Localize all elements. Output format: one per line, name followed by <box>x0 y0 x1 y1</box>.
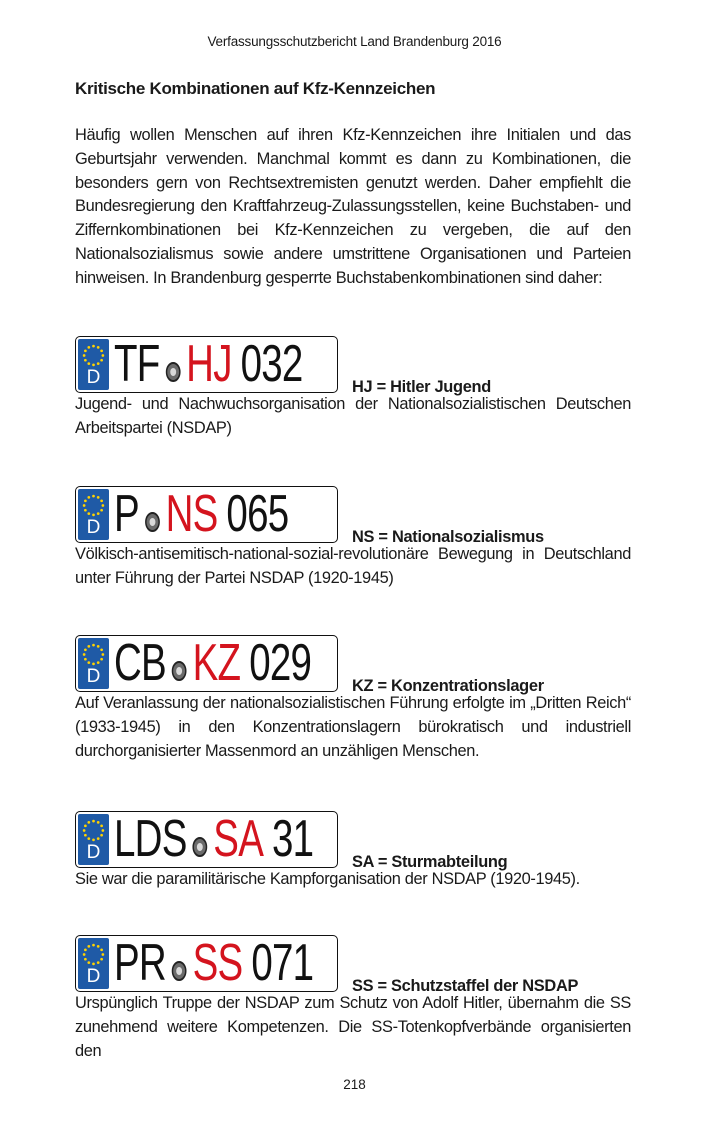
plate-digits: 071 <box>251 935 314 992</box>
section-title: Kritische Kombinationen auf Kfz-Kennzeichen <box>75 79 436 98</box>
eu-star <box>83 354 86 357</box>
eu-star <box>97 362 100 365</box>
eu-star <box>102 653 105 656</box>
country-code: D <box>86 367 101 388</box>
registration-seal-icon <box>193 837 208 857</box>
eu-star <box>92 644 95 647</box>
eu-star <box>100 349 103 352</box>
eu-star <box>92 364 95 367</box>
eu-star <box>100 658 103 661</box>
plate-letters: HJ <box>186 336 232 393</box>
eu-stars-icon <box>81 818 106 843</box>
eu-star <box>83 953 86 956</box>
eu-star <box>97 496 100 499</box>
plate-district: TF <box>114 336 160 393</box>
eu-star <box>84 658 87 661</box>
eu-star <box>100 359 103 362</box>
eu-star <box>92 963 95 966</box>
eu-star <box>102 953 105 956</box>
registration-seal-icon <box>172 661 187 681</box>
plate-digits: 31 <box>272 811 314 868</box>
eu-star <box>92 514 95 517</box>
plate-district: LDS <box>114 811 187 868</box>
license-plate <box>75 336 338 393</box>
eu-star <box>84 349 87 352</box>
eu-star <box>102 829 105 832</box>
eu-star <box>87 346 90 349</box>
eu-star <box>100 499 103 502</box>
eu-star <box>87 821 90 824</box>
eu-star <box>84 834 87 837</box>
page-number: 218 <box>343 1077 366 1092</box>
eu-star <box>87 661 90 664</box>
eu-stars-icon <box>81 642 106 667</box>
running-head: Verfassungsschutzbericht Land Brandenburg 2016 <box>207 34 502 49</box>
eu-star <box>87 512 90 515</box>
plate-meaning: NS = Nationalsozialismus <box>352 528 544 546</box>
country-code: D <box>86 517 101 538</box>
eu-star <box>83 653 86 656</box>
license-plate <box>75 811 338 868</box>
plate-entry-sa <box>75 811 631 892</box>
plate-entry-hj <box>75 336 631 441</box>
license-plate <box>75 935 338 992</box>
eu-star <box>100 834 103 837</box>
eu-star <box>102 354 105 357</box>
eu-star <box>87 362 90 365</box>
eu-star <box>83 504 86 507</box>
eu-star <box>92 839 95 842</box>
eu-band <box>78 638 109 689</box>
eu-stars-icon <box>81 343 106 368</box>
eu-star <box>87 496 90 499</box>
eu-star <box>84 948 87 951</box>
plate-meaning: SA = Sturmabteilung <box>352 853 508 871</box>
eu-star <box>84 359 87 362</box>
plate-entry-kz <box>75 635 631 763</box>
plate-entry-ns <box>75 486 631 591</box>
eu-star <box>92 345 95 348</box>
eu-star <box>97 821 100 824</box>
eu-star <box>97 645 100 648</box>
license-plate <box>75 486 338 543</box>
eu-star <box>84 509 87 512</box>
plate-letters: SA <box>213 811 264 868</box>
plate-letters: SS <box>192 935 243 992</box>
eu-band <box>78 489 109 540</box>
intro-paragraph: Häufig wollen Menschen auf ihren Kfz-Kennzeichen ihre Initialen und das Geburtsjahr verwenden. Manchmal kommt es dann zu Kombinationen, die besonders gern von Rechtsextremisten genutzt werden. Daher empfiehlt die Bundesregierung den Kraftfahrzeug-Zulassungsstellen, keine Buchstaben- und Ziffernkombinationen bei Kfz-Kennzeichen zu vergeben, die auf den Nationalsozialismus sowie andere umstrittene Organisationen und Parteien hinweisen. In Brandenburg gesperrte Buchstabenkombinationen sind daher: <box>75 126 631 287</box>
plate-meaning: SS = Schutzstaffel der NSDAP <box>352 977 579 995</box>
eu-star <box>100 948 103 951</box>
eu-band <box>78 938 109 989</box>
eu-band <box>78 339 109 390</box>
eu-star <box>97 961 100 964</box>
plate-digits: 065 <box>226 486 289 543</box>
eu-star <box>100 824 103 827</box>
plate-district: PR <box>114 935 166 992</box>
country-code: D <box>86 842 101 863</box>
plate-description: Völkisch-antisemitisch-national-sozial-revolutionäre Bewegung in Deutschland unter Führung der Partei NSDAP (1920-1945) <box>75 545 631 587</box>
plate-letters: KZ <box>192 635 241 692</box>
eu-star <box>83 829 86 832</box>
registration-seal-icon <box>172 961 187 981</box>
eu-star <box>87 645 90 648</box>
eu-star <box>92 663 95 666</box>
eu-star <box>92 495 95 498</box>
plate-digits: 032 <box>240 336 303 393</box>
eu-star <box>97 661 100 664</box>
plate-meaning: HJ = Hitler Jugend <box>352 378 491 396</box>
eu-star <box>87 837 90 840</box>
eu-star <box>84 648 87 651</box>
eu-band <box>78 814 109 865</box>
eu-star <box>97 945 100 948</box>
eu-star <box>92 820 95 823</box>
eu-star <box>97 837 100 840</box>
eu-star <box>84 958 87 961</box>
eu-star <box>92 944 95 947</box>
plate-description: Urspünglich Truppe der NSDAP zum Schutz von Adolf Hitler, übernahm die SS zunehmend weitere Kompetenzen. Die SS-Totenkopfverbände organisierten den <box>75 994 631 1060</box>
eu-star <box>100 509 103 512</box>
plate-description: Auf Veranlassung der nationalsozialistischen Führung erfolgte im „Dritten Reich“ (1933-1945) in den Konzentrationslagern bürokratisch und industriell durchorganisierter Massenmord an unzähligen Menschen. <box>75 694 631 760</box>
eu-star <box>102 504 105 507</box>
eu-star <box>84 824 87 827</box>
license-plate <box>75 635 338 692</box>
plate-meaning: KZ = Konzentrationslager <box>352 677 544 695</box>
eu-stars-icon <box>81 942 106 967</box>
plate-entry-ss <box>75 935 631 1063</box>
eu-star <box>100 648 103 651</box>
eu-stars-icon <box>81 493 106 518</box>
plate-description: Jugend- und Nachwuchsorganisation der Nationalsozialistischen Deutschen Arbeitspartei (NSDAP) <box>75 395 631 437</box>
plate-letters: NS <box>165 486 218 543</box>
eu-star <box>100 958 103 961</box>
eu-star <box>87 961 90 964</box>
plate-district: CB <box>114 635 166 692</box>
eu-star <box>84 499 87 502</box>
eu-star <box>97 512 100 515</box>
country-code: D <box>86 966 101 987</box>
registration-seal-icon <box>145 512 160 532</box>
plate-digits: 029 <box>249 635 312 692</box>
eu-star <box>97 346 100 349</box>
country-code: D <box>86 666 101 687</box>
eu-star <box>87 945 90 948</box>
registration-seal-icon <box>165 362 180 382</box>
plate-description: Sie war die paramilitärische Kampforganisation der NSDAP (1920-1945). <box>75 870 580 888</box>
plate-district: P <box>114 486 139 543</box>
